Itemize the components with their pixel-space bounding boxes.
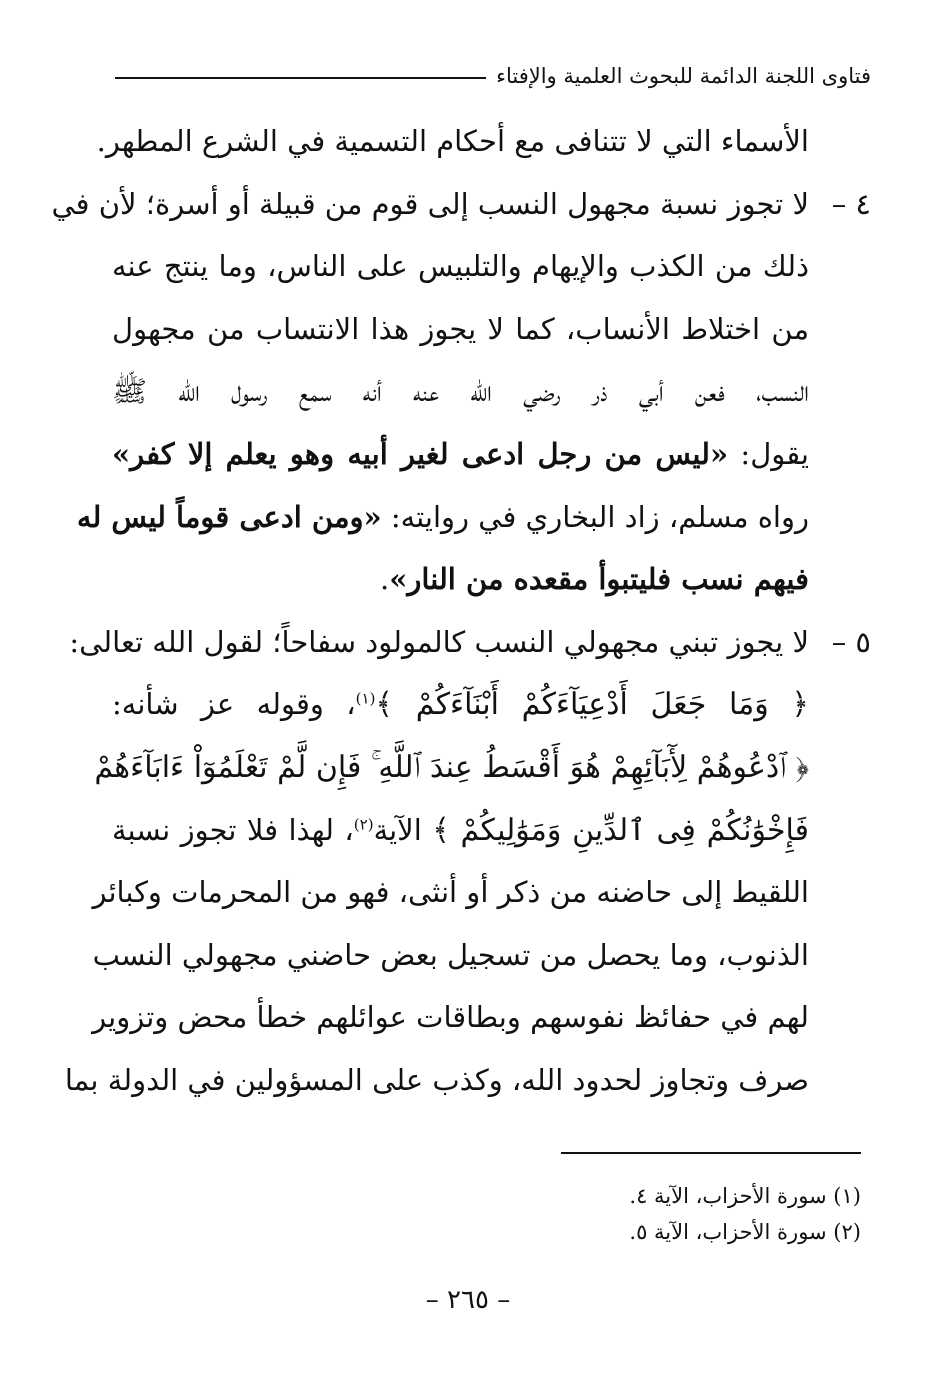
line-text: يقول: (728, 436, 809, 471)
footnote-ref-2: (٢) (353, 814, 374, 833)
footnote-ref-1: (١) (355, 689, 376, 708)
line-text: لا يجوز تبني مجهولي النسب كالمولود سفاحاً؛ لقول الله تعالى: (69, 624, 809, 659)
quran-verse: ﴿ وَمَا جَعَلَ أَدْعِيَآءَكُمْ أَبْنَآءَكُمْ ﴾ (375, 687, 809, 723)
item-number-4: ٤ – (831, 186, 871, 221)
line-text: لا تجوز نسبة مجهول النسب إلى قوم من قبيلة أو أسرة؛ لأن في (51, 186, 809, 221)
line-text: ، لهذا فلا تجوز نسبة (112, 812, 354, 847)
footnote-separator (561, 1152, 861, 1154)
body-text (51, 110, 871, 1112)
line-text: رواه مسلم، زاد البخاري في روايته: (381, 499, 809, 534)
header-title: فتاوى اللجنة الدائمة للبحوث العلمية والإفتاء (496, 64, 871, 88)
line-text: الآية (373, 812, 433, 847)
footnotes (300, 1178, 861, 1250)
line-text: الذنوب، وما يحصل من تسجيل بعض حاضني مجهولي النسب (92, 937, 809, 972)
footnote-1: (١) سورة الأحزاب، الآية ٤. (629, 1184, 861, 1208)
hadith-text: فيهم نسب فليتبوأ مقعده من النار» (389, 562, 809, 597)
text-line (112, 673, 871, 736)
quran-verse: فَإِخْوَٰنُكُمْ فِى ٱلدِّينِ وَمَوَٰلِيكُمْ ﴾ (432, 812, 809, 848)
line-text: صرف وتجاوز لحدود الله، وكذب على المسؤولين في الدولة بما (64, 1062, 809, 1097)
text-line (94, 736, 871, 799)
text-line (96, 110, 871, 173)
text-line (92, 986, 871, 1049)
text-line (112, 799, 871, 862)
footnote-2: (٢) سورة الأحزاب، الآية ٥. (629, 1220, 861, 1244)
text-line (112, 423, 871, 486)
text-line (69, 611, 871, 674)
line-text: ذلك من الكذب والإيهام والتلبيس على الناس، وما ينتج عنه (112, 249, 809, 284)
text-line (112, 235, 871, 298)
line-text: لهم في حفائظ نفوسهم وبطاقات عوائلهم خطأ محض وتزوير (92, 1000, 809, 1035)
line-text: النسب، فعن أبي ذر رضي الله عنه أنه سمع رسول الله ﷺ (112, 374, 809, 409)
line-text: اللقيط إلى حاضنه من ذكر أو أنثى، فهو من المحرمات وكبائر (92, 875, 809, 910)
page-number: – ٢٦٥ – (425, 1285, 511, 1315)
quran-verse: ﴿ ٱدْعُوهُمْ لِأٓبَآئِهِمْ هُوَ أَقْسَطُ عِندَ ٱللَّهِ ۚ فَإِن لَّمْ تَعْلَمُوٓاْ ءَابَآءَهُمْ (94, 749, 809, 785)
item-number-5: ٥ – (831, 624, 871, 659)
line-text: . (380, 562, 390, 597)
text-line (92, 861, 871, 924)
text-line (112, 548, 871, 611)
text-line (64, 1049, 871, 1112)
text-line (51, 173, 871, 236)
text-line (92, 924, 871, 987)
hadith-text: «ومن ادعى قوماً ليس له (76, 499, 382, 534)
line-text: ، وقوله عز شأنه: (112, 687, 356, 722)
hadith-text: «ليس من رجل ادعى لغير أبيه وهو يعلم إلا كفر» (112, 436, 729, 471)
text-line (112, 298, 871, 361)
running-header (115, 56, 871, 96)
line-text: الأسماء التي لا تتنافى مع أحكام التسمية في الشرع المطهر. (96, 124, 809, 158)
text-line (112, 360, 871, 423)
header-rule (115, 77, 486, 79)
text-line (76, 486, 871, 549)
line-text: من اختلاط الأنساب، كما لا يجوز هذا الانتساب من مجهول (112, 311, 809, 346)
